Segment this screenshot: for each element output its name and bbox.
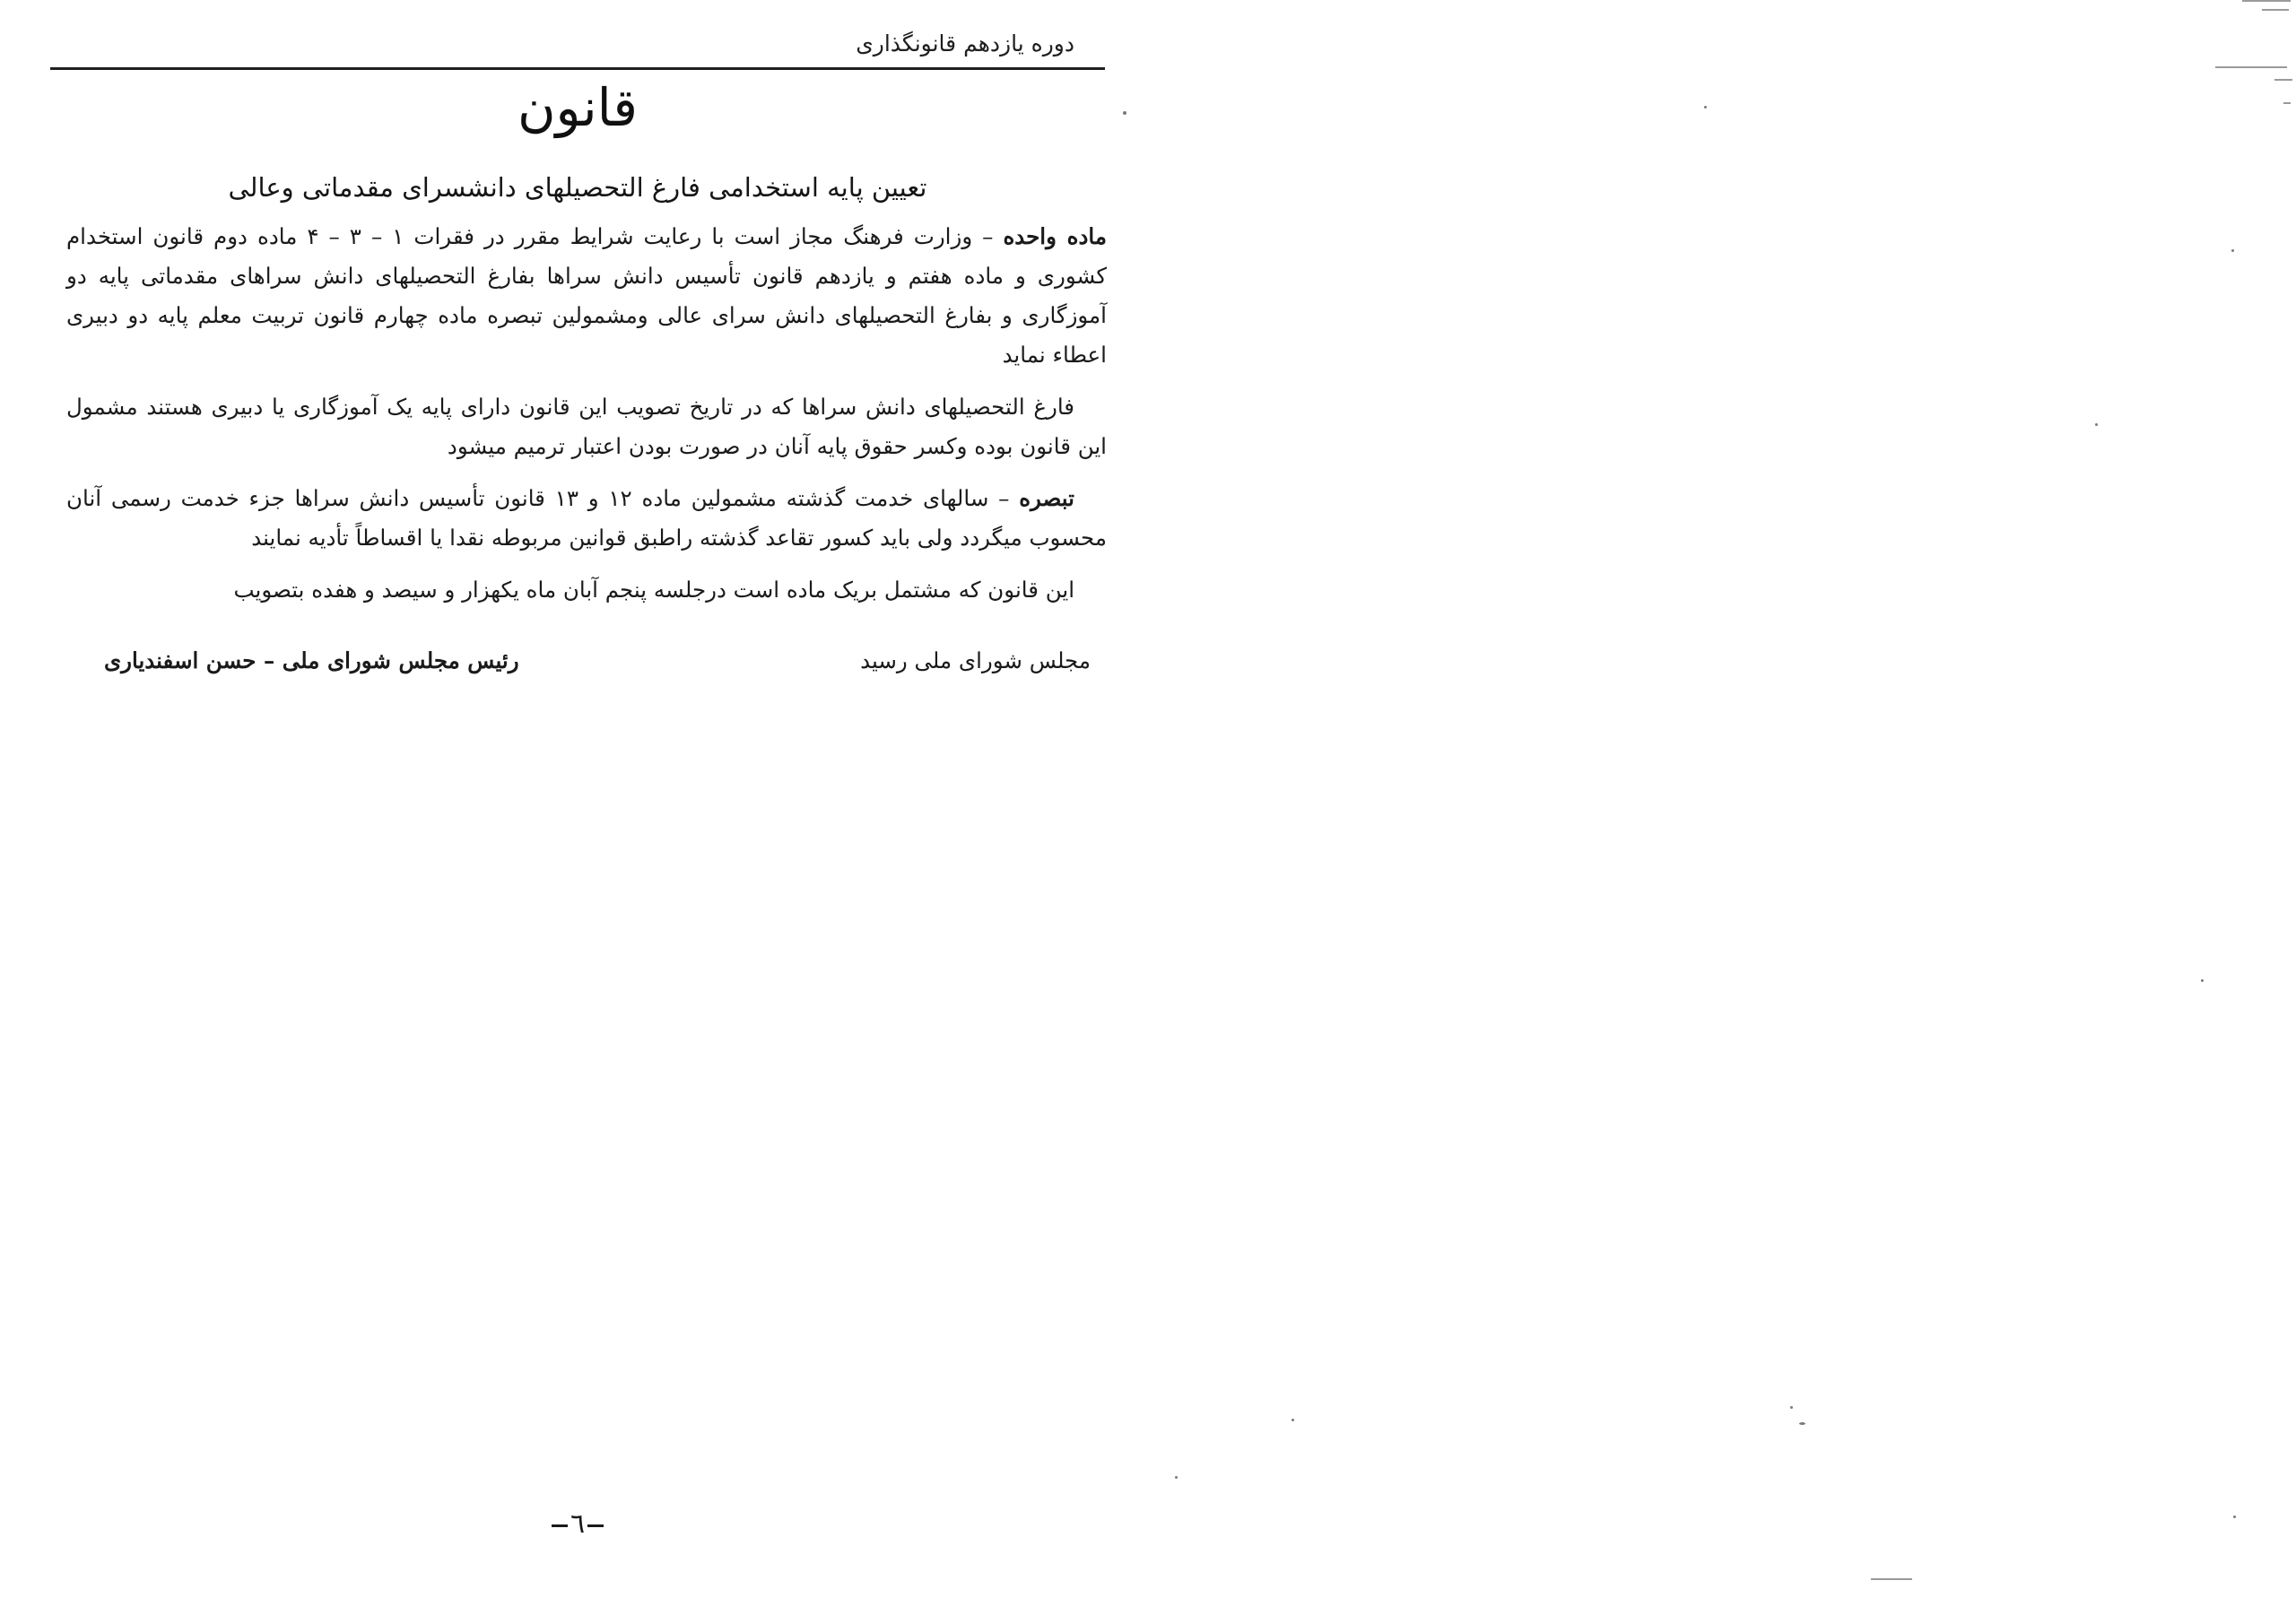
single-article-paragraph [66,217,1107,375]
scan-speck [1799,1422,1805,1425]
scan-edge-mark [2242,0,2291,2]
page-number-dash-left [552,1524,568,1527]
header-rule [50,67,1105,70]
scan-speck [2233,1515,2236,1518]
note-text: – سالهای خدمت گذشته مشمولین ماده ۱۲ و ۱۳ قانون تأسیس دانش سراها جزء خدمت رسمی آنان محسوب میگردد ولی باید کسور تقاعد گذشته راطبق قوانین مربوطه نقدا یا اقساطاً تأدیه نمایند [66,485,1107,551]
closing-paragraph: این قانون که مشتمل بریک ماده است درجلسه پنجم آبان ماه یکهزار و سیصد و هفده بتصویب [233,577,1074,603]
law-title: قانون [517,77,639,138]
closing-line-right: مجلس شورای ملی رسید [860,647,1091,673]
speaker-signature: رئیس مجلس شورای ملی – حسن اسفندیاری [104,647,519,673]
page-number [50,1508,1105,1540]
page-number-dash-right [587,1524,604,1527]
scan-edge-mark [2262,9,2289,11]
second-paragraph: فارغ التحصیلهای دانش سراها که در تاریخ تصویب این قانون دارای پایه یک آموزگاری یا دبیری هستند مشمول این قانون بوده وکسر حقوق پایه آنان در صورت بودن اعتبار ترمیم میشود [66,394,1107,459]
note-label: تبصره [1019,485,1074,511]
article-text: – وزارت فرهنگ مجاز است با رعایت شرایط مقرر در فقرات ۱ – ۳ – ۴ ماده دوم قانون استخدام کشوری و ماده هفتم و یازدهم قانون تأسیس دانش سراها بفارغ التحصیلهای دانش سراهای مقدماتی پایه دو آموزگاری و بفارغ التحصیلهای دانش سرای عالی ومشمولین تبصره ماده چهارم قانون تربیت معلم پایه دو دبیری اعطاء نماید [66,223,1107,368]
running-header: دوره یازدهم قانونگذاری [856,30,1074,56]
scan-edge-mark [2274,79,2292,81]
scan-speck [1123,111,1126,115]
scan-speck [1704,106,1707,109]
scan-speck [1175,1476,1178,1479]
scan-speck [1790,1406,1793,1409]
scan-speck [2231,249,2234,252]
law-document-page [50,22,1108,1582]
scan-speck [2095,423,2098,426]
scan-speck [2201,979,2204,982]
page-number-value: ٦ [570,1508,586,1540]
law-body [66,217,1107,622]
law-subtitle: تعیین پایه استخدامی فارغ التحصیلهای دانشسرای مقدماتی وعالی [228,172,927,203]
scan-speck [1292,1419,1294,1421]
closing-line [104,647,1091,673]
note-paragraph [66,479,1107,558]
scan-edge-mark [1871,1578,1912,1580]
scan-edge-mark [2215,66,2287,68]
scan-edge-mark [2283,102,2291,104]
article-label: ماده واحده [1003,223,1108,249]
